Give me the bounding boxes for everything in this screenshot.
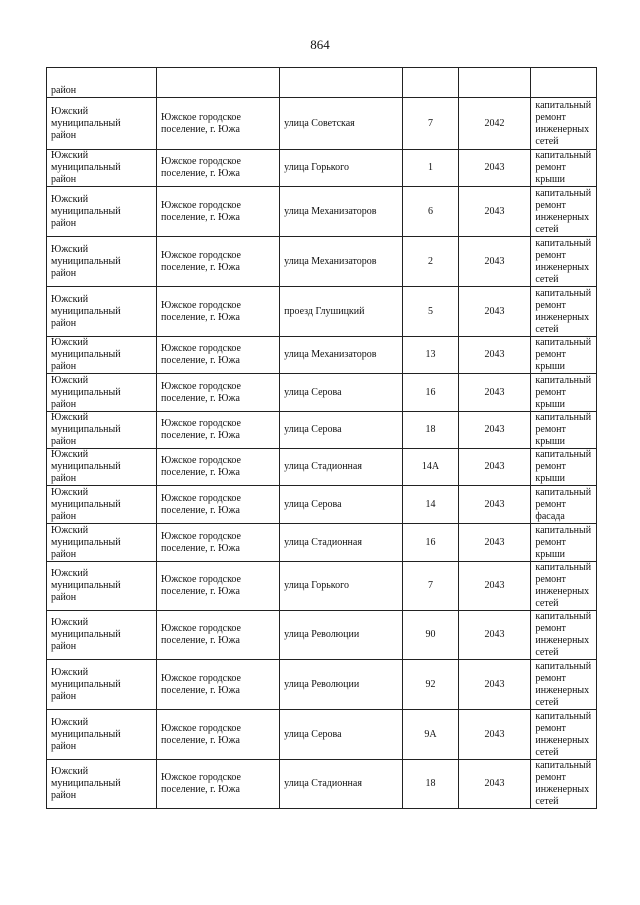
year-text: 2043: [484, 255, 505, 267]
year-text: 2043: [484, 629, 505, 640]
cell-house: [403, 710, 459, 760]
house-text: 5: [427, 305, 433, 317]
cell-district: [47, 486, 157, 524]
district-text: Южский муниципальный район: [51, 412, 121, 447]
cell-district: [47, 187, 157, 237]
table-row: [47, 524, 597, 562]
house-text: 16: [425, 536, 436, 548]
street-text: улица Революции: [284, 629, 360, 640]
settlement-text: Южское городское поселение, г. Южа: [161, 574, 241, 597]
year-text: 2043: [484, 424, 505, 435]
street-text: улица Механизаторов: [284, 349, 377, 360]
table-row: [47, 660, 597, 710]
cell-district: [47, 374, 157, 412]
house-text: 92: [425, 678, 436, 690]
cell-year: [458, 660, 531, 710]
cell-work: [531, 237, 597, 287]
cell-street: [280, 150, 403, 187]
settlement-text: Южское городское поселение, г. Южа: [161, 156, 241, 179]
cell-street: [280, 449, 403, 486]
table-row: [47, 98, 597, 150]
cell-year: [458, 562, 531, 611]
cell-work: [531, 98, 597, 150]
work-text: капитальный ремонт крыши: [535, 524, 592, 560]
cell-district: [47, 562, 157, 611]
table-row: [47, 337, 597, 374]
district-text: Южский муниципальный район: [51, 293, 121, 329]
cell-settlement: [157, 449, 280, 486]
cell-work: [531, 660, 597, 710]
cell-work: [531, 449, 597, 486]
year-text: 2043: [484, 778, 505, 789]
cell-settlement: [157, 98, 280, 150]
district-text: Южский муниципальный район: [51, 766, 121, 801]
cell-year: [458, 68, 531, 98]
cell-district: [47, 68, 157, 98]
cell-street: [280, 337, 403, 374]
street-text: улица Советская: [284, 117, 355, 129]
cell-district: [47, 449, 157, 486]
table-row: [47, 412, 597, 449]
cell-settlement: [157, 68, 280, 98]
work-text: капитальный ремонт инженерных сетей: [535, 710, 592, 758]
street-text: улица Серова: [284, 498, 342, 510]
district-text: Южский муниципальный район: [51, 243, 121, 279]
cell-street: [280, 374, 403, 412]
repair-schedule-table: [46, 67, 597, 809]
work-text: капитальный ремонт инженерных сетей: [535, 287, 592, 335]
cell-year: [458, 486, 531, 524]
table-row: [47, 187, 597, 237]
cell-district: [47, 98, 157, 150]
cell-settlement: [157, 524, 280, 562]
settlement-text: Южское городское поселение, г. Южа: [161, 111, 241, 135]
cell-work: [531, 187, 597, 237]
work-text: капитальный ремонт инженерных сетей: [535, 187, 592, 235]
cell-year: [458, 611, 531, 660]
table-body: [47, 68, 597, 809]
settlement-text: Южское городское поселение, г. Южа: [161, 623, 241, 646]
street-text: улица Серова: [284, 728, 342, 740]
cell-street: [280, 98, 403, 150]
house-text: 13: [425, 349, 436, 360]
work-text: капитальный ремонт крыши: [535, 374, 592, 410]
cell-house: [403, 237, 459, 287]
cell-district: [47, 524, 157, 562]
cell-district: [47, 611, 157, 660]
cell-house: [403, 412, 459, 449]
cell-settlement: [157, 710, 280, 760]
cell-house: [403, 660, 459, 710]
district-text: Южский муниципальный район: [51, 150, 121, 185]
cell-year: [458, 98, 531, 150]
cell-settlement: [157, 611, 280, 660]
cell-district: [47, 710, 157, 760]
cell-work: [531, 760, 597, 809]
street-text: улица Горького: [284, 580, 349, 591]
cell-work: [531, 486, 597, 524]
cell-settlement: [157, 337, 280, 374]
cell-year: [458, 524, 531, 562]
cell-district: [47, 412, 157, 449]
cell-street: [280, 710, 403, 760]
year-text: 2042: [484, 117, 505, 129]
cell-settlement: [157, 486, 280, 524]
cell-street: [280, 287, 403, 337]
work-text: капитальный ремонт инженерных сетей: [535, 99, 592, 147]
year-text: 2043: [484, 536, 505, 548]
settlement-text: Южское городское поселение, г. Южа: [161, 772, 241, 795]
district-text: Южский муниципальный район: [51, 716, 121, 752]
settlement-text: Южское городское поселение, г. Южа: [161, 672, 241, 696]
cell-settlement: [157, 287, 280, 337]
cell-work: [531, 337, 597, 374]
cell-district: [47, 337, 157, 374]
district-text: Южский муниципальный район: [51, 617, 121, 652]
street-text: улица Серова: [284, 386, 342, 398]
year-text: 2043: [484, 461, 505, 472]
street-text: улица Стадионная: [284, 461, 362, 472]
year-text: 2043: [484, 498, 505, 510]
house-text: 7: [427, 117, 433, 129]
work-text: капитальный ремонт инженерных сетей: [535, 611, 592, 658]
cell-work: [531, 287, 597, 337]
cell-house: [403, 562, 459, 611]
settlement-text: Южское городское поселение, г. Южа: [161, 418, 241, 441]
cell-street: [280, 237, 403, 287]
cell-year: [458, 760, 531, 809]
cell-house: [403, 187, 459, 237]
street-text: улица Серова: [284, 424, 342, 435]
table-row: [47, 449, 597, 486]
settlement-text: Южское городское поселение, г. Южа: [161, 530, 241, 554]
cell-street: [280, 524, 403, 562]
street-text: улица Механизаторов: [284, 205, 377, 217]
table-row: [47, 760, 597, 809]
house-text: 16: [425, 386, 436, 398]
cell-district: [47, 760, 157, 809]
cell-year: [458, 412, 531, 449]
work-text: капитальный ремонт крыши: [535, 449, 592, 484]
work-text: капитальный ремонт инженерных сетей: [535, 237, 592, 285]
work-text: капитальный ремонт инженерных сетей: [535, 562, 592, 609]
settlement-text: Южское городское поселение, г. Южа: [161, 343, 241, 366]
year-text: 2043: [484, 162, 505, 173]
cell-house: [403, 486, 459, 524]
table-row: [47, 237, 597, 287]
cell-year: [458, 150, 531, 187]
cell-street: [280, 68, 403, 98]
cell-work: [531, 524, 597, 562]
table-row: [47, 562, 597, 611]
table-row: [47, 486, 597, 524]
cell-settlement: [157, 374, 280, 412]
settlement-text: Южское городское поселение, г. Южа: [161, 455, 241, 478]
work-text: капитальный ремонт инженерных сетей: [535, 660, 592, 708]
settlement-text: Южское городское поселение, г. Южа: [161, 492, 241, 516]
cell-work: [531, 710, 597, 760]
cell-settlement: [157, 187, 280, 237]
cell-district: [47, 287, 157, 337]
house-text: 14А: [421, 461, 440, 472]
cell-work: [531, 562, 597, 611]
street-text: улица Стадионная: [284, 778, 362, 789]
cell-house: [403, 760, 459, 809]
work-text: капитальный ремонт крыши: [535, 337, 592, 372]
street-text: улица Механизаторов: [284, 255, 377, 267]
cell-year: [458, 187, 531, 237]
table-row: [47, 287, 597, 337]
year-text: 2043: [484, 205, 505, 217]
district-text: Южский муниципальный район: [51, 449, 121, 484]
cell-street: [280, 660, 403, 710]
cell-settlement: [157, 412, 280, 449]
cell-house: [403, 337, 459, 374]
cell-settlement: [157, 660, 280, 710]
settlement-text: Южское городское поселение, г. Южа: [161, 199, 241, 223]
year-text: 2043: [484, 386, 505, 398]
cell-street: [280, 486, 403, 524]
district-text: Южский муниципальный район: [51, 105, 121, 141]
settlement-text: Южское городское поселение, г. Южа: [161, 249, 241, 273]
house-text: 1: [427, 162, 433, 173]
cell-street: [280, 760, 403, 809]
cell-work: [531, 611, 597, 660]
table-row: [47, 710, 597, 760]
cell-settlement: [157, 562, 280, 611]
street-text: проезд Глушицкий: [284, 305, 365, 317]
house-text: 14: [425, 498, 436, 510]
house-text: 18: [425, 424, 436, 435]
cell-house: [403, 449, 459, 486]
cell-work: [531, 374, 597, 412]
house-text: 90: [425, 629, 436, 640]
table-row: [47, 374, 597, 412]
cell-house: [403, 374, 459, 412]
settlement-text: Южское городское поселение, г. Южа: [161, 722, 241, 746]
cell-settlement: [157, 760, 280, 809]
district-text: Южский муниципальный район: [51, 666, 121, 702]
year-text: 2043: [484, 305, 505, 317]
cell-house: [403, 150, 459, 187]
house-text: 7: [427, 580, 433, 591]
cell-district: [47, 150, 157, 187]
house-text: 9А: [424, 728, 437, 740]
district-text: Южский муниципальный район: [51, 337, 121, 372]
settlement-text: Южское городское поселение, г. Южа: [161, 299, 241, 323]
district-text: Южский муниципальный район: [51, 524, 121, 560]
work-text: капитальный ремонт фасада: [535, 486, 592, 522]
street-text: улица Горького: [284, 162, 349, 173]
cell-district: [47, 237, 157, 287]
cell-street: [280, 562, 403, 611]
page-number: 864: [310, 37, 330, 52]
cell-street: [280, 611, 403, 660]
district-text: Южский муниципальный район: [51, 374, 121, 410]
house-text: 2: [427, 255, 433, 267]
cell-district: [47, 660, 157, 710]
street-text: улица Революции: [284, 678, 360, 690]
cell-year: [458, 374, 531, 412]
settlement-text: Южское городское поселение, г. Южа: [161, 380, 241, 404]
table-row: [47, 150, 597, 187]
cell-work: [531, 68, 597, 98]
cell-year: [458, 337, 531, 374]
cell-work: [531, 150, 597, 187]
work-text: капитальный ремонт крыши: [535, 412, 592, 447]
table-row: [47, 611, 597, 660]
district-text: район: [51, 85, 77, 96]
cell-house: [403, 524, 459, 562]
cell-settlement: [157, 150, 280, 187]
street-text: улица Стадионная: [284, 536, 362, 548]
cell-house: [403, 287, 459, 337]
cell-house: [403, 68, 459, 98]
year-text: 2043: [484, 580, 505, 591]
year-text: 2043: [484, 728, 505, 740]
cell-street: [280, 412, 403, 449]
district-text: Южский муниципальный район: [51, 568, 121, 603]
work-text: капитальный ремонт инженерных сетей: [535, 760, 592, 807]
cell-year: [458, 710, 531, 760]
year-text: 2043: [484, 678, 505, 690]
cell-work: [531, 412, 597, 449]
continuation-row: [47, 68, 597, 98]
cell-house: [403, 98, 459, 150]
cell-year: [458, 237, 531, 287]
work-text: капитальный ремонт крыши: [535, 150, 592, 185]
house-text: 6: [427, 205, 433, 217]
cell-street: [280, 187, 403, 237]
house-text: 18: [425, 778, 436, 789]
cell-settlement: [157, 237, 280, 287]
district-text: Южский муниципальный район: [51, 193, 121, 229]
district-text: Южский муниципальный район: [51, 486, 121, 522]
cell-year: [458, 287, 531, 337]
cell-year: [458, 449, 531, 486]
year-text: 2043: [484, 349, 505, 360]
cell-house: [403, 611, 459, 660]
